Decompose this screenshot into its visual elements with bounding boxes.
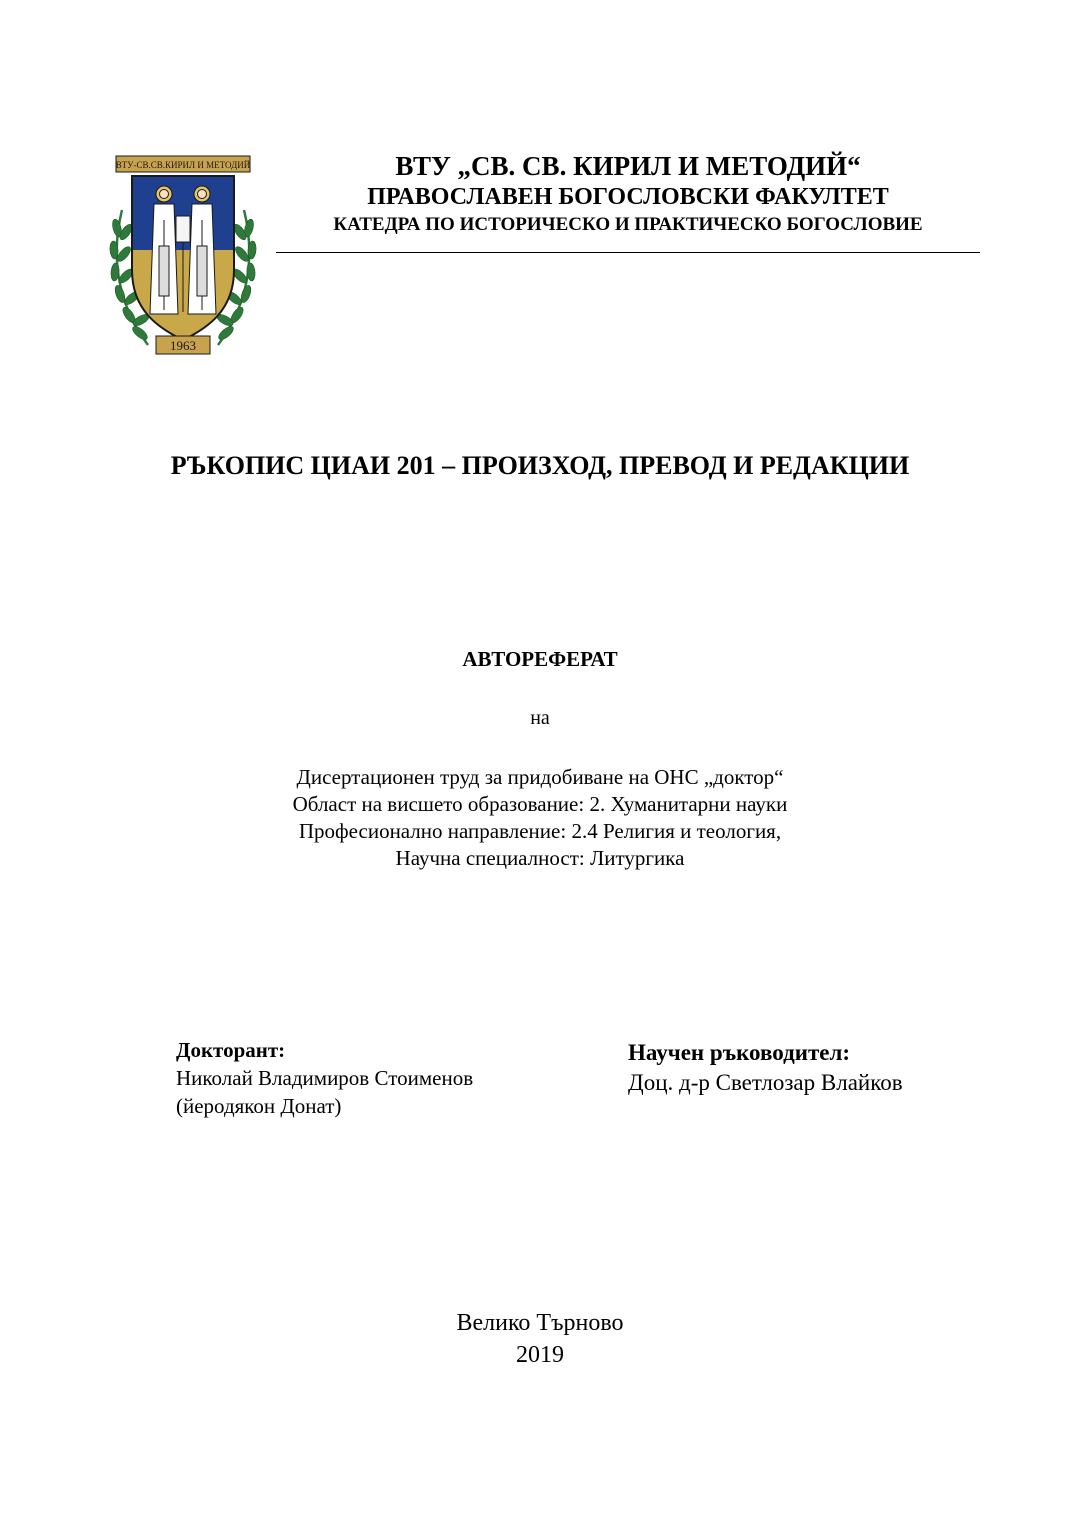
supervisor-name: Доц. д-р Светлозар Влайков [628,1070,903,1095]
university-seal-image [108,150,258,372]
details-line-degree: Дисертационен труд за придобиване на ОНС „доктор“ [296,765,784,789]
dissertation-details [60,764,1020,872]
footer-place-date [60,1307,1020,1371]
doctorant-block [176,1036,596,1120]
header-divider [276,252,980,253]
doctorant-name: Николай Владимиров Стоименов [176,1066,474,1090]
supervisor-label: Научен ръководител: [628,1040,851,1065]
preposition-text: на [530,707,550,729]
seal-banner-text: ВТУ-СВ.СВ.КИРИЛ И МЕТОДИЙ [115,160,251,170]
details-line-direction: Професионално направление: 2.4 Религия и теология, [298,819,782,843]
department-name: КАТЕДРА ПО ИСТОРИЧЕСКО И ПРАКТИЧЕСКО БОГОСЛОВИЕ [333,214,923,235]
doctorant-label: Докторант: [176,1038,286,1062]
university-logo [108,150,258,372]
institution-header [276,150,980,238]
details-line-field: Област на висшето образование: 2. Хуманитарни науки [292,792,788,816]
details-line-specialty: Научна специалност: Литургика [395,846,685,870]
university-name: ВТУ „СВ. СВ. КИРИЛ И МЕТОДИЙ“ [395,151,861,181]
document-type: АВТОРЕФЕРАТ [462,647,618,671]
document-title: РЪКОПИС ЦИАИ 201 – ПРОИЗХОД, ПРЕВОД И РЕДАКЦИИ [170,451,910,480]
supervisor-block [628,1038,1028,1098]
footer-city: Велико Търново [456,1310,624,1336]
footer-year: 2019 [516,1342,564,1368]
seal-year-text: 1963 [170,338,196,353]
faculty-name: ПРАВОСЛАВЕН БОГОСЛОВСКИ ФАКУЛТЕТ [367,184,889,210]
doctorant-note: (йеродякон Донат) [176,1094,342,1118]
